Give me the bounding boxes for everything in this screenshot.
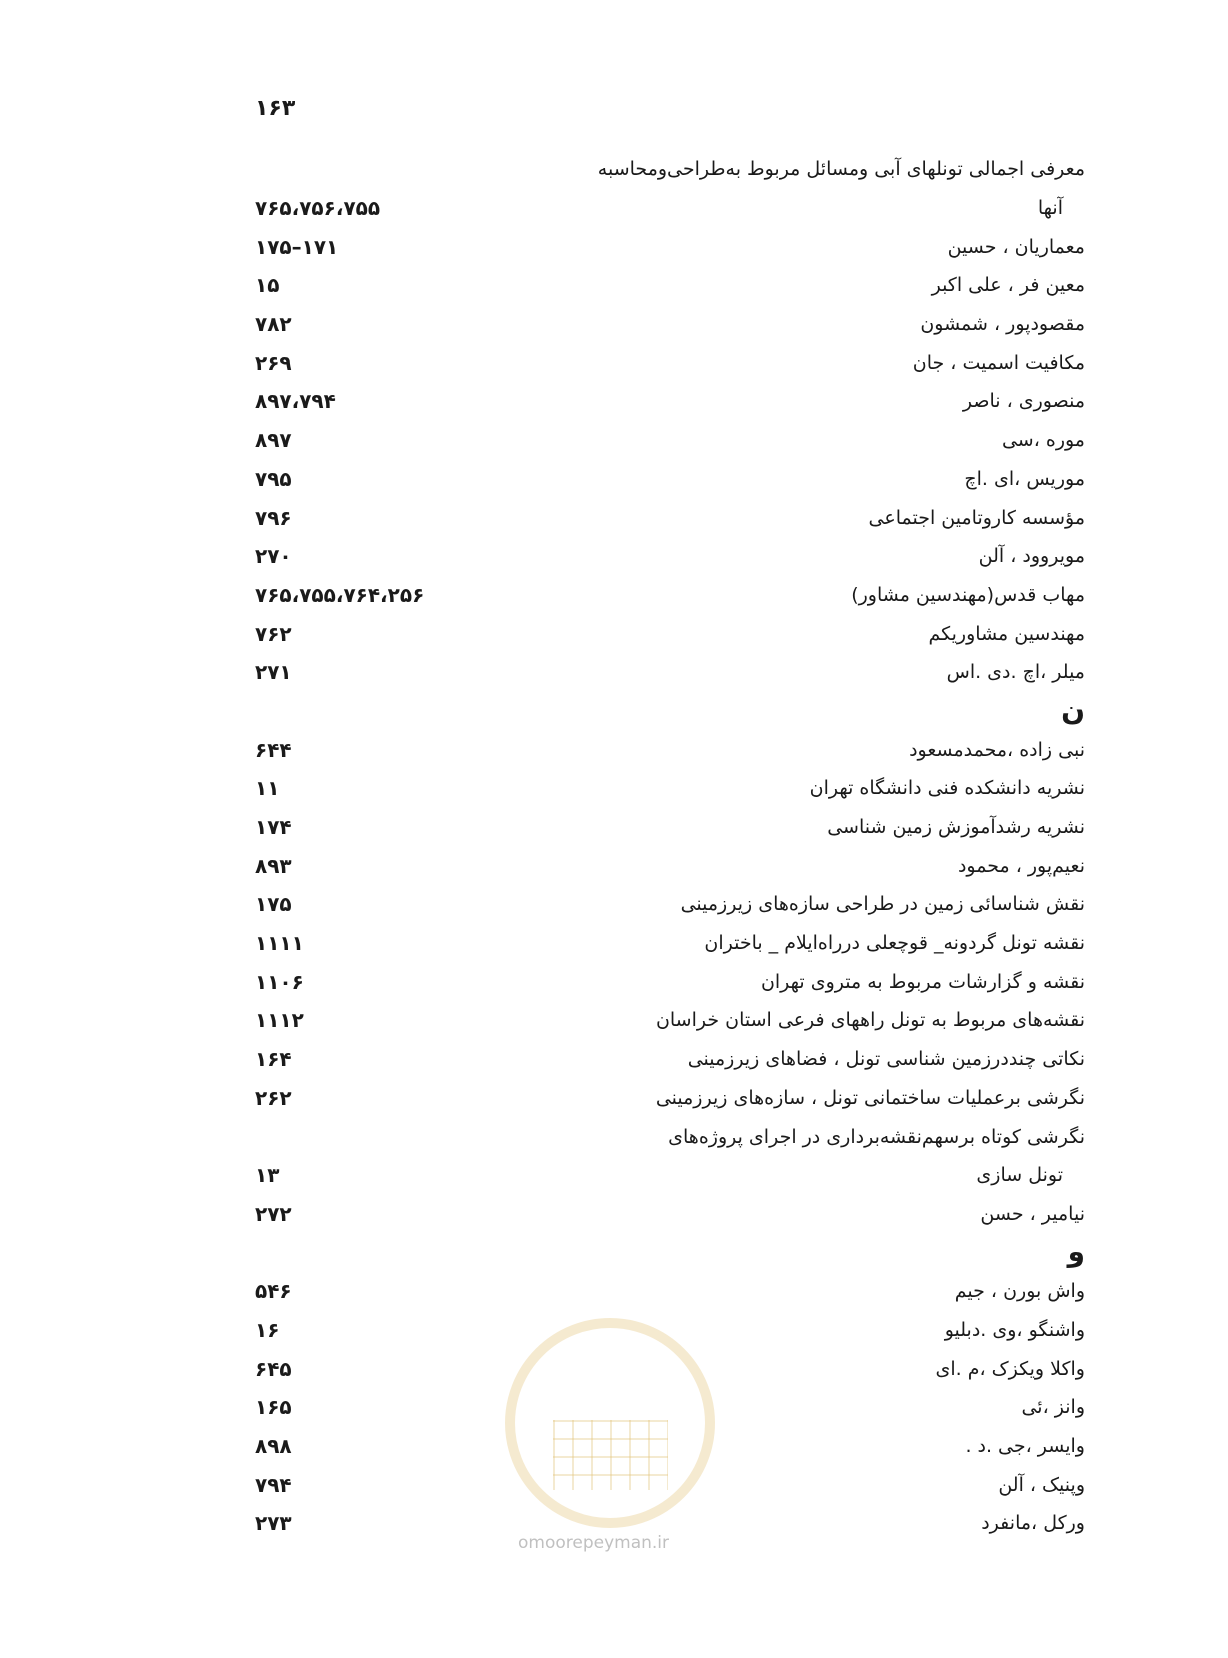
entry-pages: ۱۱ xyxy=(255,776,280,801)
entry-pages: ۶۴۴ xyxy=(255,737,292,762)
entry-term: نبی زاده ،محمدمسعود xyxy=(909,738,1085,761)
entry-pages: ۸۹۳ xyxy=(255,853,292,878)
index-entry xyxy=(255,343,1085,382)
entry-pages: ۸۹۷،۷۹۴ xyxy=(255,389,336,414)
entry-term: وانز ،ئی xyxy=(1021,1396,1085,1419)
entry-term: نشریه دانشکده فنی دانشگاه تهران xyxy=(809,777,1085,800)
entry-pages: ۱۷۵ xyxy=(255,892,292,917)
entry-term: موره ،سی xyxy=(1001,429,1085,452)
index-entry xyxy=(255,769,1085,808)
entry-term: نقشه‌های مربوط به تونل راههای فرعی استان خراسان xyxy=(655,1009,1085,1032)
entry-term: موریس ،ای .اچ xyxy=(964,467,1085,490)
index-entry xyxy=(255,885,1085,924)
index-entry xyxy=(255,1079,1085,1118)
entry-term: نقشه و گزارشات مربوط به متروی تهران xyxy=(760,970,1085,993)
index-entry xyxy=(255,189,1085,228)
index-list xyxy=(255,150,1085,1543)
entry-term: میلر ،اچ .دی .اس xyxy=(946,661,1085,684)
index-entry xyxy=(255,808,1085,847)
index-entry xyxy=(255,1427,1085,1466)
index-entry xyxy=(255,305,1085,344)
entry-pages: ۱۶۴ xyxy=(255,1047,292,1072)
entry-term: نیامیر ، حسن xyxy=(980,1202,1085,1225)
entry-pages: ۱۷۵–۱۷۱ xyxy=(255,234,339,259)
entry-pages: ۲۶۲ xyxy=(255,1085,292,1110)
entry-pages: ۲۷۰ xyxy=(255,544,292,569)
entry-pages: ۷۹۶ xyxy=(255,505,292,530)
index-entry xyxy=(255,653,1085,692)
entry-term: واش بورن ، جیم xyxy=(954,1280,1085,1303)
entry-pages: ۲۷۱ xyxy=(255,660,292,685)
index-entry xyxy=(255,498,1085,537)
entry-term: نقشه تونل گردونه_ قوچعلی درراه‌ایلام _ باختران xyxy=(704,932,1085,955)
entry-term: معماریان ، حسین xyxy=(947,235,1085,258)
entry-pages: ۷۹۴ xyxy=(255,1472,292,1497)
index-entry xyxy=(255,537,1085,576)
entry-pages: ۱۷۴ xyxy=(255,815,292,840)
page-number: ۱۶۳ xyxy=(255,96,296,121)
entry-term: نعیم‌پور ، محمود xyxy=(957,854,1085,877)
entry-term: واشنگو ،وی .دبلیو xyxy=(944,1318,1085,1341)
watermark-site: omoorepeyman.ir xyxy=(518,1533,670,1553)
index-entry xyxy=(255,1311,1085,1350)
entry-term: معرفی اجمالی تونلهای آبی ومسائل مربوط به‌طراحی‌ومحاسبه xyxy=(597,158,1085,181)
index-entry xyxy=(255,1504,1085,1543)
entry-term: نگرشی برعملیات ساختمانی تونل ، سازه‌های زیرزمینی xyxy=(655,1086,1085,1109)
index-entry xyxy=(255,576,1085,615)
index-entry xyxy=(255,1465,1085,1504)
index-entry xyxy=(255,1156,1085,1195)
entry-pages: ۵۴۶ xyxy=(255,1279,292,1304)
entry-term: ورکل ،مانفرد xyxy=(981,1512,1085,1535)
index-entry xyxy=(255,1117,1085,1156)
entry-pages: ۱۳ xyxy=(255,1163,280,1188)
entry-pages: ۱۱۱۲ xyxy=(255,1008,304,1033)
index-entry xyxy=(255,227,1085,266)
index-entry xyxy=(255,1040,1085,1079)
index-entry xyxy=(255,614,1085,653)
entry-pages: ۱۱۰۶ xyxy=(255,969,304,994)
entry-term: تونل سازی xyxy=(976,1164,1063,1187)
entry-pages: ۷۸۲ xyxy=(255,312,292,337)
entry-pages: ۱۱۱۱ xyxy=(255,931,304,956)
entry-pages: ۷۶۵،۷۵۵،۷۶۴،۲۵۶ xyxy=(255,582,425,607)
section-letter: و xyxy=(1067,1235,1085,1269)
entry-term: مهاب قدس(مهندسین مشاور) xyxy=(851,583,1085,606)
entry-term: معین فر ، علی اکبر xyxy=(931,274,1085,297)
index-entry xyxy=(255,730,1085,769)
entry-term: منصوری ، ناصر xyxy=(962,390,1085,413)
entry-pages: ۱۶۵ xyxy=(255,1395,292,1420)
entry-pages: ۶۴۵ xyxy=(255,1356,292,1381)
entry-pages: ۷۶۲ xyxy=(255,621,292,646)
entry-pages: ۲۶۹ xyxy=(255,350,292,375)
entry-pages: ۷۶۵،۷۵۶،۷۵۵ xyxy=(255,196,381,221)
index-entry xyxy=(255,421,1085,460)
section-letter: ن xyxy=(1061,693,1085,727)
entry-pages: ۱۶ xyxy=(255,1317,280,1342)
index-entry xyxy=(255,150,1085,189)
entry-term: مؤسسه کاروتامین اجتماعی xyxy=(868,506,1085,529)
index-entry xyxy=(255,1388,1085,1427)
index-entry xyxy=(255,846,1085,885)
entry-term: نشریه رشدآموزش زمین شناسی xyxy=(827,816,1085,839)
index-entry xyxy=(255,1272,1085,1311)
index-entry xyxy=(255,1195,1085,1234)
entry-term: مقصودپور ، شمشون xyxy=(920,313,1085,336)
entry-term: وپنیک ، آلن xyxy=(998,1473,1085,1496)
entry-pages: ۲۷۲ xyxy=(255,1201,292,1226)
entry-pages: ۱۵ xyxy=(255,273,280,298)
entry-pages: ۲۷۳ xyxy=(255,1511,292,1536)
index-entry xyxy=(255,382,1085,421)
entry-pages: ۸۹۸ xyxy=(255,1434,292,1459)
entry-term: مهندسین مشاوریکم xyxy=(928,622,1085,645)
index-entry xyxy=(255,1001,1085,1040)
index-entry xyxy=(255,266,1085,305)
entry-term: نکاتی چنددرزمین شناسی تونل ، فضاهای زیرزمینی xyxy=(687,1048,1085,1071)
entry-term: واکلا ویکزک ،م .ای xyxy=(935,1357,1085,1380)
index-entry xyxy=(255,924,1085,963)
entry-term: مویروود ، آلن xyxy=(978,545,1085,568)
index-entry xyxy=(255,1349,1085,1388)
entry-term: نگرشی کوتاه برسهم‌نقشه‌برداری در اجرای پروژه‌های xyxy=(668,1125,1085,1148)
entry-term: آنها xyxy=(1037,197,1063,220)
entry-pages: ۷۹۵ xyxy=(255,466,292,491)
entry-term: نقش شناسائی زمین در طراحی سازه‌های زیرزمینی xyxy=(680,893,1085,916)
entry-term: وایسر ،جی .د . xyxy=(965,1435,1085,1458)
index-entry xyxy=(255,460,1085,499)
entry-pages: ۸۹۷ xyxy=(255,428,292,453)
index-entry xyxy=(255,962,1085,1001)
entry-term: مکافیت اسمیت ، جان xyxy=(912,351,1085,374)
